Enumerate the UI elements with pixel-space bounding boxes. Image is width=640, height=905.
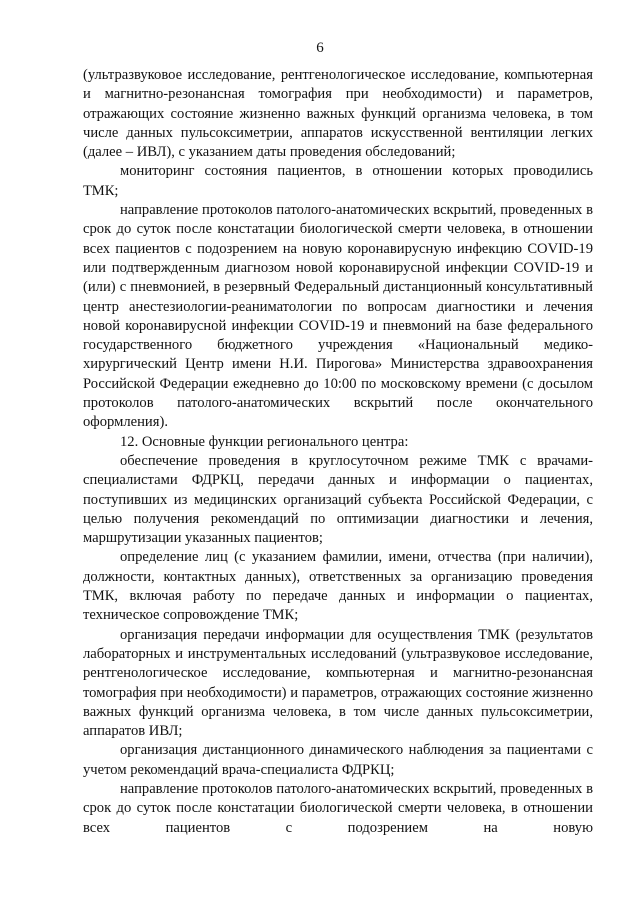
paragraph-information-transfer: организация передачи информации для осуществления ТМК (результатов лабораторных и инструментальных исследований (ультразвуковое исследование, рентгенологическое исследование, компьютерная и магнитно-резонансная томография при необходимости) и параметров, отражающих состояние жизненно важных функций организма человека, в том числе данных пульсоксиметрии, аппаратов ИВЛ; <box>83 626 593 740</box>
page-number: 6 <box>316 40 324 56</box>
document-body <box>83 66 593 838</box>
paragraph-round-the-clock-tmk: обеспечение проведения в круглосуточном режиме ТМК с врачами-специалистами ФДРКЦ, передачи данных и информации о пациентах, поступивших из медицинских организаций субъекта Российской Федерации, с целью получения рекомендаций по оптимизации диагностики и лечения, маршрутизации указанных пациентов; <box>83 452 593 547</box>
paragraph-results-continuation: (ультразвуковое исследование, рентгенологическое исследование, компьютерная и магнитно-резонансная томография при необходимости) и параметров, отражающих состояние жизненно важных функций организма человека, в том числе данных пульсоксиметрии, аппаратов искусственной вентиляции легких (далее – ИВЛ), с указанием даты проведения обследований; <box>83 67 593 161</box>
paragraph-autopsy-protocols: направление протоколов патолого-анатомических вскрытий, проведенных в срок до суток после констатации биологической смерти человека, в отношении всех пациентов с подозрением на новую коронавирусную инфекцию COVID-19 или подтвержденным диагнозом новой коронавирусной инфекции COVID-19 и (или) с пневмонией, в резервный Федеральный дистанционный консультативный центр анестезиологии-реаниматологии по вопросам диагностики и лечения новой коронавирусной инфекции COVID-19 и пневмоний на базе федерального государственного бюджетного учреждения «Национальный медико-хирургический Центр имени Н.И. Пирогова» Министерства здравоохранения Российской Федерации ежедневно до 10:00 по московскому времени (с досылом протоколов патолого-анатомических вскрытий после окончательного оформления). <box>83 202 593 431</box>
paragraph-remote-monitoring: организация дистанционного динамического наблюдения за пациентами с учетом рекомендаций врача-специалиста ФДРКЦ; <box>83 742 593 778</box>
paragraph-autopsy-protocols-regional: направление протоколов патолого-анатомических вскрытий, проведенных в срок до суток после констатации биологической смерти человека, в отношении всех пациентов с подозрением на новую <box>83 780 593 836</box>
paragraph-monitoring: мониторинг состояния пациентов, в отношении которых проводились ТМК; <box>83 163 593 199</box>
section-heading-regional-center-functions: 12. Основные функции регионального центра: <box>120 433 409 450</box>
paragraph-responsible-persons: определение лиц (с указанием фамилии, имени, отчества (при наличии), должности, контактных данных), ответственных за организацию проведения ТМК, включая работу по передаче данных и информации о пациентах, техническое сопровождение ТМК; <box>83 549 593 624</box>
